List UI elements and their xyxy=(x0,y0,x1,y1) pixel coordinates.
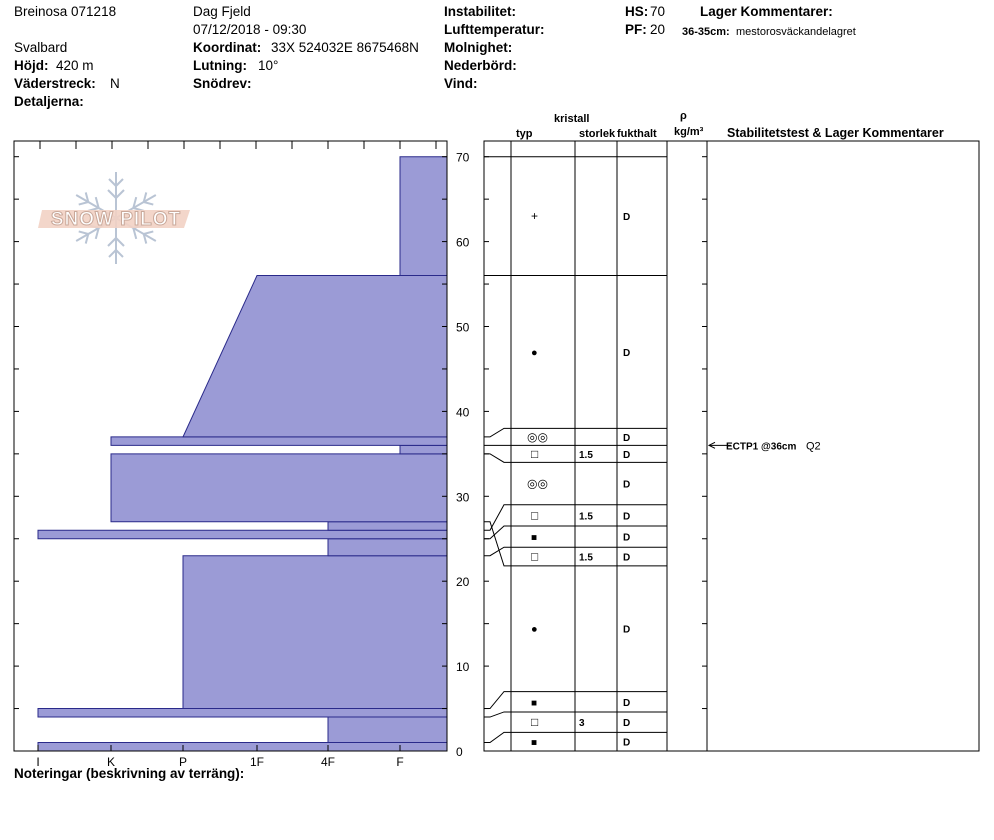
moisture-value: D xyxy=(623,624,631,636)
moisture-value: D xyxy=(623,511,631,523)
hardness-label-I: I xyxy=(36,755,40,769)
moisture-value: D xyxy=(623,532,631,544)
grain-type-symbol: + xyxy=(531,209,539,224)
moisture-value: D xyxy=(623,737,631,749)
moisture-value: D xyxy=(623,212,631,224)
hardness-layer-1 xyxy=(328,717,447,742)
y-tick-label: 0 xyxy=(456,745,463,759)
layer-connector xyxy=(484,732,511,742)
hardness-layer-0 xyxy=(38,743,447,751)
grain-type-symbol: □ xyxy=(531,715,539,730)
instability-label: Instabilitet: xyxy=(444,4,517,19)
hardness-layer-11 xyxy=(400,157,447,276)
hardness-layer-8 xyxy=(400,445,447,453)
hardness-label-P: P xyxy=(178,755,188,769)
layer-connector xyxy=(484,454,511,462)
grain-type-symbol: ■ xyxy=(531,737,538,749)
hardness-label-1F: 1F xyxy=(249,755,265,769)
crystal-size-header: storlek xyxy=(579,128,616,140)
grain-type-symbol: ■ xyxy=(531,532,538,544)
grain-size: 1.5 xyxy=(579,511,593,523)
grain-type-symbol: ◎◎ xyxy=(527,429,548,444)
elevation-label: Höjd: xyxy=(14,58,49,73)
drift-label: Snödrev: xyxy=(193,76,252,91)
notes-label: Noteringar (beskrivning av terräng): xyxy=(14,766,245,781)
slope-value: 10° xyxy=(258,58,279,73)
location-name: Breinosa 071218 xyxy=(14,4,117,19)
slope-label: Lutning: xyxy=(193,58,247,73)
grain-type-symbol: □ xyxy=(531,446,539,461)
hardness-layer-10 xyxy=(183,276,447,437)
hardness-label-K: K xyxy=(106,755,116,769)
grain-size: 1.5 xyxy=(579,449,593,461)
pf-label: PF: xyxy=(625,22,647,37)
y-tick-label: 10 xyxy=(456,660,470,675)
grain-type-symbol: □ xyxy=(531,508,539,523)
pf-value: 20 xyxy=(650,22,666,37)
cloud-cover-label: Molnighet: xyxy=(444,40,513,55)
density-unit-header: kg/m³ xyxy=(674,126,704,138)
stability-test-label: ECTP1 @36cm xyxy=(726,441,797,453)
y-tick-label: 20 xyxy=(456,575,470,590)
hardness-layer-3 xyxy=(183,556,447,709)
y-tick-label: 60 xyxy=(456,235,470,250)
grain-size: 1.5 xyxy=(579,552,593,564)
hardness-layer-6 xyxy=(328,522,447,530)
hardness-layer-5 xyxy=(38,530,447,538)
hardness-label-F: F xyxy=(396,755,404,769)
moisture-value: D xyxy=(623,552,631,564)
layer-connector xyxy=(484,522,511,566)
hardness-layer-2 xyxy=(38,709,447,717)
layer-connector xyxy=(484,692,511,709)
moisture-header: fukthalt xyxy=(617,128,657,140)
y-tick-label: 30 xyxy=(456,490,470,505)
aspect-value: N xyxy=(110,76,120,91)
details-label: Detaljerna: xyxy=(14,94,84,109)
stability-header: Stabilitetstest & Lager Kommentarer xyxy=(727,126,944,140)
layer-comment-text: mestorosväckandelagret xyxy=(736,26,856,38)
moisture-value: D xyxy=(623,449,631,461)
density-symbol-header: ρ xyxy=(680,110,687,122)
hs-label: HS: xyxy=(625,4,649,19)
elevation-value: 420 m xyxy=(56,58,94,73)
logo-text: SNOW PILOT xyxy=(50,209,182,230)
observation-datetime: 07/12/2018 - 09:30 xyxy=(193,22,307,37)
moisture-value: D xyxy=(623,347,631,359)
grain-size: 3 xyxy=(579,718,585,730)
y-tick-label: 40 xyxy=(456,405,470,420)
grain-type-symbol: ◎◎ xyxy=(527,476,548,491)
hardness-layer-4 xyxy=(328,539,447,556)
grain-type-symbol: ● xyxy=(531,346,538,359)
coordinate-value: 33X 524032E 8675468N xyxy=(271,40,419,55)
layer-comment-range: 36-35cm: xyxy=(682,26,730,38)
moisture-value: D xyxy=(623,432,631,444)
grain-type-symbol: ■ xyxy=(531,697,538,709)
aspect-label: Väderstreck: xyxy=(14,76,96,91)
y-tick-label: 70 xyxy=(456,150,470,165)
crystal-type-header: typ xyxy=(516,128,533,140)
moisture-value: D xyxy=(623,697,631,709)
grain-type-symbol: □ xyxy=(531,549,539,564)
y-tick-label: 50 xyxy=(456,320,470,335)
stability-test-quality: Q2 xyxy=(806,440,821,453)
layer-comments-title: Lager Kommentarer: xyxy=(700,4,833,19)
layer-connector xyxy=(484,712,511,717)
crystal-header: kristall xyxy=(554,113,590,125)
moisture-value: D xyxy=(623,718,631,730)
air-temperature-label: Lufttemperatur: xyxy=(444,22,545,37)
layer-connector xyxy=(484,547,511,555)
hs-value: 70 xyxy=(650,4,666,19)
hardness-layer-7 xyxy=(111,454,447,522)
layer-connector xyxy=(484,526,511,539)
precipitation-label: Nederbörd: xyxy=(444,58,517,73)
region-name: Svalbard xyxy=(14,40,68,55)
wind-label: Vind: xyxy=(444,76,478,91)
grain-type-symbol: ● xyxy=(531,623,538,636)
moisture-value: D xyxy=(623,479,631,491)
coordinate-label: Koordinat: xyxy=(193,40,262,55)
hardness-layer-9 xyxy=(111,437,447,445)
observer-name: Dag Fjeld xyxy=(193,4,251,19)
layer-connector xyxy=(484,428,511,436)
hardness-label-4F: 4F xyxy=(320,755,336,769)
